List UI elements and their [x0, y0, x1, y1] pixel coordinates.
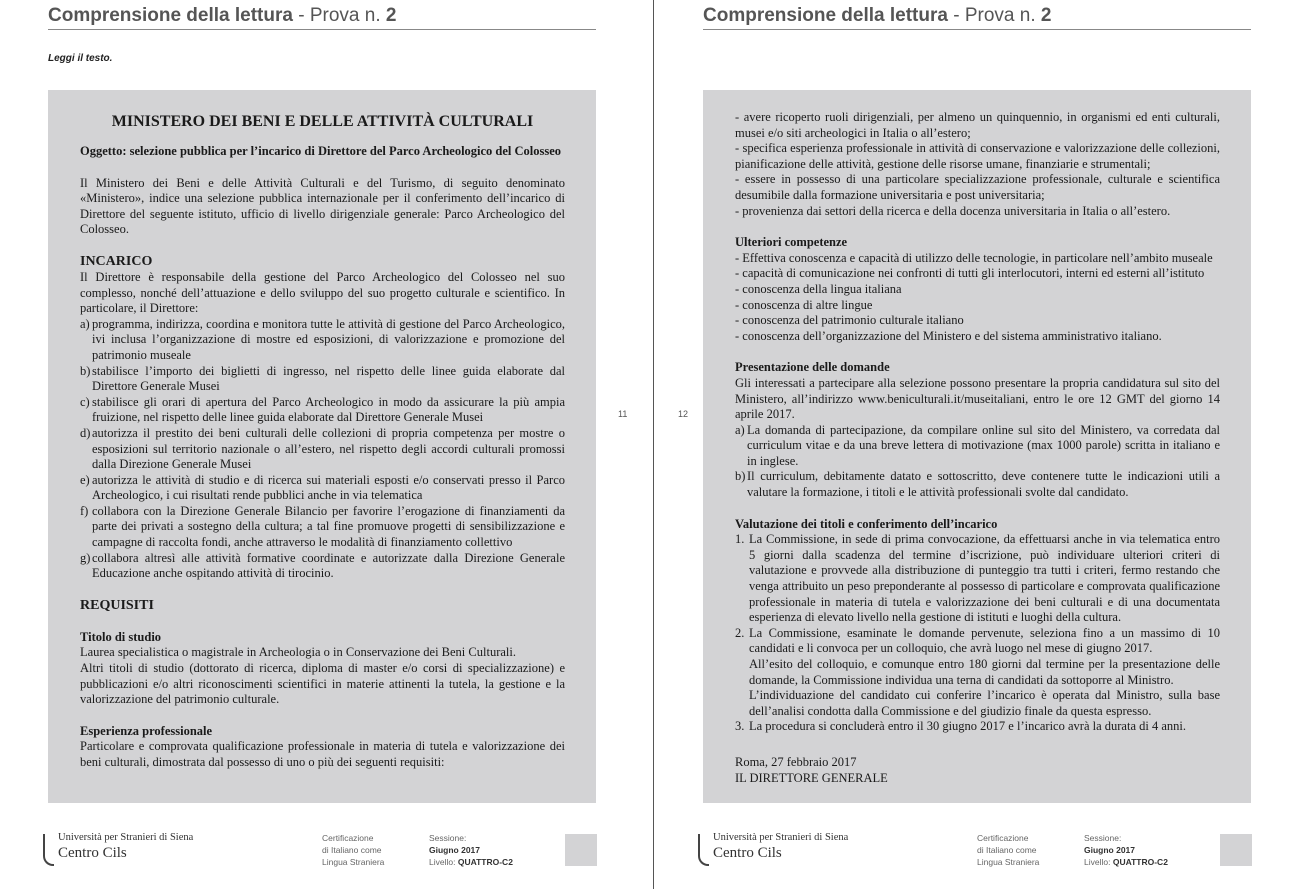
header-number: 2 — [385, 5, 397, 26]
competenza-item: - conoscenza del patrimonio culturale italiano — [735, 313, 964, 328]
header-title-bold: Comprensione della lettura — [48, 5, 293, 26]
duty-item: b) stabilisce l’importo dei biglietti di ingresso, nel rispetto delle linee guida elaborate dal Direttore Generale Musei — [80, 363, 565, 394]
requirement-item: - provenienza dai settori della ricerca e della docenza universitaria in Italia o all’estero. — [735, 203, 1171, 218]
certification-info: Certificazione di Italiano come Lingua Straniera — [322, 833, 385, 867]
duty-item: e) autorizza le attività di studio e di ricerca sui materiali esposti e/o conservati presso il Parco Archeologico, i cui risultati rende pubblici anche in via telematica — [80, 472, 565, 503]
competenza-item: - Effettiva conoscenza e capacità di utilizzo delle tecnologie, in particolare nell’ambito museale — [735, 250, 1213, 265]
signature: IL DIRETTORE GENERALE — [735, 770, 888, 785]
titolo-line1: Laurea specialistica o magistrale in Archeologia o in Conservazione dei Beni Culturali. — [80, 645, 516, 660]
document-box-left — [48, 90, 596, 803]
competenza-item: - conoscenza della lingua italiana — [735, 281, 902, 296]
page-number-left: 11 — [618, 409, 628, 419]
header-title-rest: - Prova n. — [292, 5, 386, 26]
incarico-heading: INCARICO — [80, 253, 153, 269]
footer-left — [43, 828, 599, 873]
competenza-item: - conoscenza di altre lingue — [735, 297, 873, 312]
page-left — [0, 0, 654, 889]
domande-text: Gli interessati a partecipare alla selezione possono presentare la propria candidatura sul sito del Ministero, all’indirizzo www.beniculturali.it/museitaliani, entro le ore 12 GMT del giorno 14 aprile 2017. — [735, 375, 1220, 422]
ministry-title: MINISTERO DEI BENI E DELLE ATTIVITÀ CULTURALI — [111, 113, 534, 130]
footer-right: Università per Stranieri di Siena Centro Cils Certificazione di Italiano come Lingua Straniera Sessione: Giugno 2017 Livello: QUATTRO-C2 — [698, 828, 1254, 873]
document-date: Roma, 27 febbraio 2017 — [735, 754, 857, 769]
titolo-line2: Altri titoli di studio (dottorato di ricerca, diploma di master e/o corsi di specializzazione) e pubblicazioni e/o altri riconoscimenti scientifici in materie attinenti la tutela, la gestione e la valorizzazione del patrimonio culturale. — [80, 661, 565, 707]
valutazione-item: 2. La Commissione, esaminate le domande pervenute, seleziona fino a un massimo di 10 candidati e li convoca per un colloquio, che avrà luogo nel mese di giugno 2017. — [735, 625, 1220, 656]
session-info: Sessione: Giugno 2017 Livello: QUATTRO-C2 — [1084, 833, 1168, 867]
centro-name: Centro Cils — [58, 845, 127, 861]
intro-paragraph: Il Ministero dei Beni e delle Attività Culturali e del Turismo, di seguito denominato «Ministero», indice una selezione pubblica internazionale per il conferimento dell’incarico di Direttore del seguente istituto, ufficio di livello dirigenziale generale: Parco Archeologico del Colosseo. — [80, 175, 565, 237]
certification-info: Certificazione di Italiano come Lingua Straniera — [977, 833, 1040, 867]
competenza-item: - capacità di comunicazione nei confronti di tutti gli interlocutori, interni ed esterni all’istituto — [735, 266, 1205, 281]
valutazione-continuation: All’esito del colloquio, e comunque entro 180 giorni dal termine per la presentazione delle domande, la Commissione individua una terna di candidati da sottoporre al Ministro. — [749, 657, 1220, 687]
duty-item: a) programma, indirizza, coordina e monitora tutte le attività di gestione del Parco Archeologico, ivi inclusa l’organizzazione di mostre ed esposizioni, di valorizzazione e promozione del patrimonio museale — [80, 316, 565, 362]
domanda-item: b) Il curriculum, debitamente datato e sottoscritto, deve contenere tutte le indicazioni utili a valutare la formazione, i titoli e le attività professionali svolte dal candidato. — [735, 469, 1220, 500]
instruction: Leggi il testo. — [48, 53, 113, 64]
valutazione-item: 1. La Commissione, in sede di prima convocazione, da effettuarsi anche in via telematica entro 5 giorni dalla scadenza del termine d’iscrizione, può individuare ulteriori criteri di valutazione e provvede alla distribuzione di punteggio tra tutti i criteri, fermo restando che venga attribuito un peso preponderante al possesso di particolare e comprovata qualificazione professionale in materia di tutela e valorizzazione dei beni culturali e di una documentata esperienza di elevato livello nella gestione di istituti e luoghi della cultura. — [735, 532, 1220, 625]
page-number-right: 12 — [678, 409, 689, 419]
competenze-heading: Ulteriori competenze — [735, 235, 848, 250]
valutazione-continuation: L’individuazione del candidato cui conferire l’incarico è operata dal Ministro, sulla base dell’analisi condotta dalla Commissione e del giudizio finale da questa espresso. — [749, 688, 1220, 718]
domanda-item: a) La domanda di partecipazione, da compilare online sul sito del Ministero, va corredata dal curriculum vitae e da una breve lettera di motivazione (max 1000 parole) scritta in italiano e in inglese. — [735, 422, 1220, 468]
page-header — [48, 5, 596, 30]
duty-item: f) collabora con la Direzione Generale Bilancio per favorire l’erogazione di finanziamenti da parte dei privati a sostegno della cultura; a tal fine promuove progetti di sensibilizzazione e campagne di raccolta fondi, anche attraverso le modalità di finanziamento collettivo — [80, 503, 565, 550]
duty-item: g) collabora altresì alle attività formative coordinate e autorizzate dalla Direzione Generale Educazione anche ospitando attività di tirocinio. — [80, 550, 565, 581]
footer-square — [565, 834, 597, 866]
esperienza-heading: Esperienza professionale — [80, 723, 213, 738]
valutazione-heading: Valutazione dei titoli e conferimento dell’incarico — [735, 516, 998, 531]
domande-heading: Presentazione delle domande — [735, 360, 890, 375]
titolo-heading: Titolo di studio — [80, 629, 162, 644]
cils-logo-icon — [698, 834, 709, 866]
competenza-item: - conoscenza dell’organizzazione del Ministero e del sistema amministrativo italiano. — [735, 328, 1162, 343]
page-divider — [653, 0, 654, 889]
duty-item: d) autorizza il prestito dei beni culturali delle collezioni di propria competenza per mostre o esposizioni sul territorio nazionale o all’estero, nel rispetto degli accordi culturali promossi dalla Direzione Generale Musei — [80, 425, 565, 472]
page-right — [655, 0, 1309, 889]
requirement-item: - avere ricoperto ruoli dirigenziali, per almeno un quinquennio, in organismi ed enti culturali, musei e/o siti archeologici in Italia o all’estero; — [735, 110, 1220, 140]
requisiti-heading: REQUISITI — [80, 597, 154, 613]
university-name: Università per Stranieri di Siena — [58, 832, 194, 843]
incarico-text: Il Direttore è responsabile della gestione del Parco Archeologico del Colosseo nel suo complesso, nonché dell’attuazione e dello sviluppo del suo progetto culturale e scientifico. In particolare, il Direttore: — [80, 269, 565, 316]
valutazione-item: 3. La procedura si concluderà entro il 30 giugno 2017 e l’incarico avrà la durata di 4 anni. — [735, 719, 1186, 734]
subject-line: Oggetto: selezione pubblica per l’incarico di Direttore del Parco Archeologico del Colosseo — [80, 144, 562, 158]
requirement-item: - specifica esperienza professionale in attività di conservazione e valorizzazione delle collezioni, pianificazione delle attività, gestione delle risorse umane, finanziarie e strumentali; — [735, 141, 1220, 171]
footer-square — [1220, 834, 1252, 866]
duty-item: c) stabilisce gli orari di apertura del Parco Archeologico in modo da assicurare la più ampia fruizione, nel rispetto delle linee guida elaborate dal Direttore Generale Musei — [80, 394, 565, 425]
document-box-right — [703, 90, 1251, 803]
page-header: Comprensione della lettura - Prova n. 2 — [703, 5, 1251, 30]
requirement-item: - essere in possesso di una particolare specializzazione professionale, culturale e scientifica desumibile dalla formazione universitaria e post universitaria; — [735, 172, 1220, 202]
session-info: Sessione: Giugno 2017 Livello: QUATTRO-C2 — [429, 833, 513, 867]
cils-logo-icon — [43, 834, 54, 866]
esperienza-text: Particolare e comprovata qualificazione professionale in materia di tutela e valorizzazione dei beni culturali, dimostrata dal possesso di uno o più dei seguenti requisiti: — [80, 739, 565, 769]
